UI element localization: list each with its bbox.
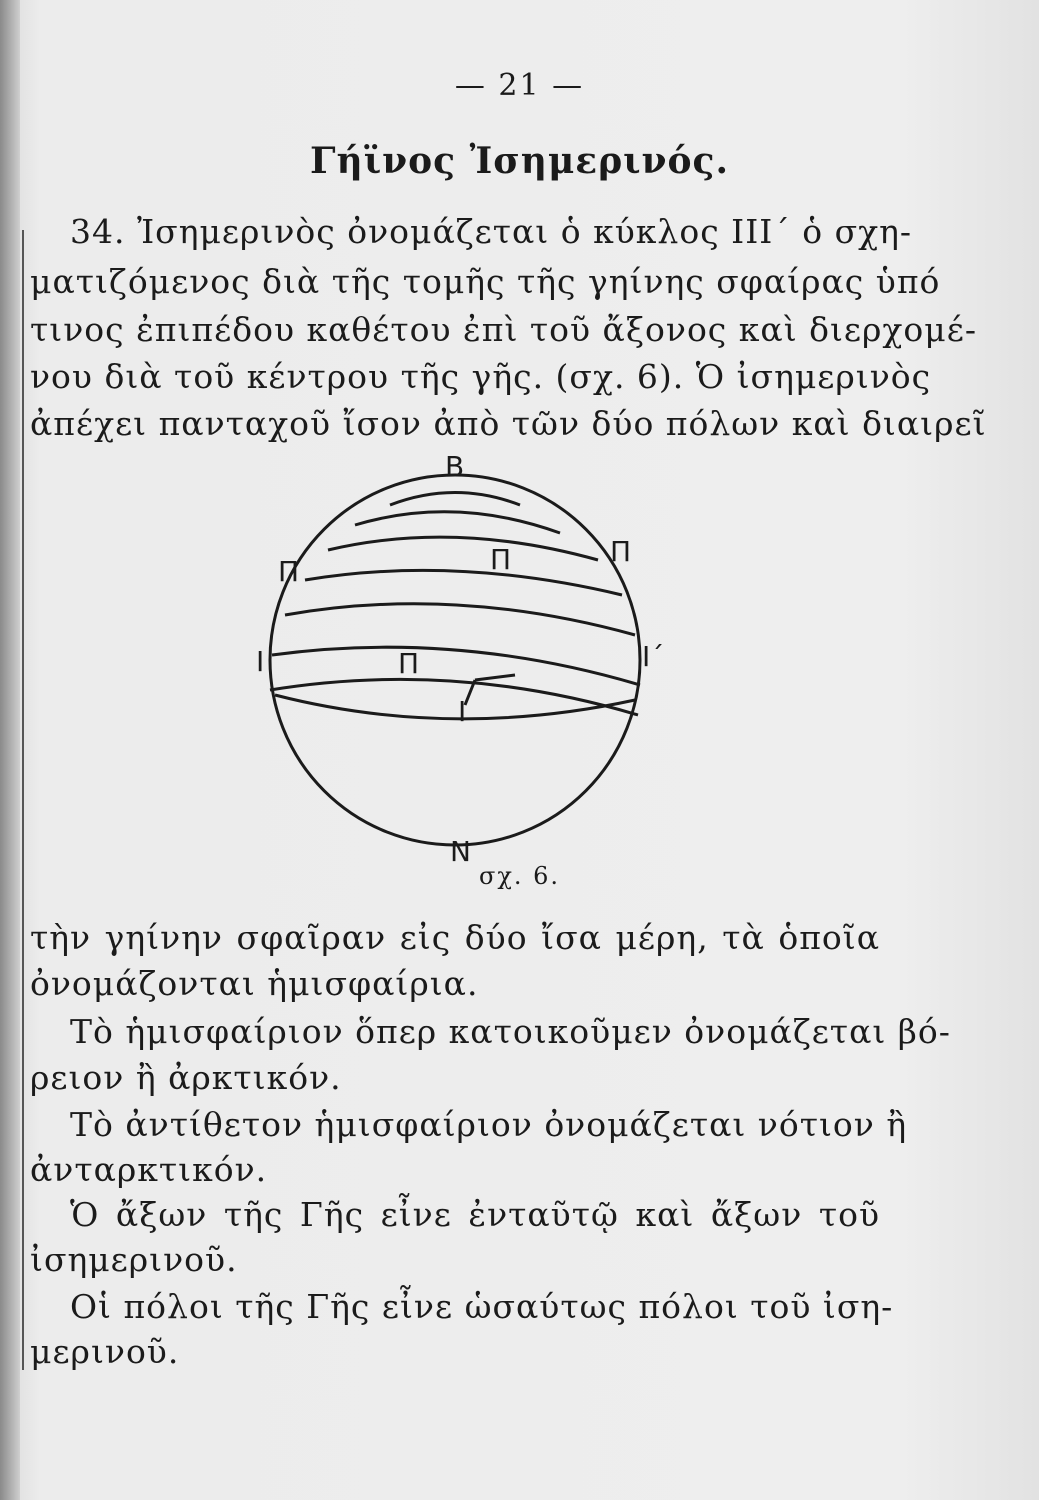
paragraph-line: Οἱ πόλοι τῆς Γῆς εἶνε ὡσαύτως πόλοι τοῦ ἰση- xyxy=(70,1287,894,1326)
parallel-line xyxy=(272,647,640,685)
globe-figure xyxy=(250,450,670,868)
label-right-pole: Π xyxy=(610,535,632,568)
parallel-line xyxy=(355,512,560,533)
section-heading: Γήϊνος Ἰσημερινός. xyxy=(310,140,729,182)
paragraph-line: ρειον ἢ ἀρκτικόν. xyxy=(30,1058,342,1097)
globe-diagram xyxy=(250,455,670,865)
parallel-line xyxy=(328,537,598,560)
figure-caption: σχ. 6. xyxy=(478,862,561,890)
label-left-equator: Ι xyxy=(256,645,265,678)
label-right-equator: Ι΄ xyxy=(642,640,665,673)
paragraph-number: 34. xyxy=(70,212,126,251)
paragraph-line xyxy=(70,212,913,251)
paragraph-line: ὀνομάζονται ἡμισφαίρια. xyxy=(30,964,479,1003)
paragraph-line: μερινοῦ. xyxy=(30,1332,180,1371)
globe-outline xyxy=(270,475,640,845)
paragraph-line: νου διὰ τοῦ κέντρου τῆς γῆς. (σχ. 6). Ὁ ἰσημερινὸς xyxy=(30,357,932,396)
paragraph-line-text: Ἰσημερινὸς ὀνομάζεται ὁ κύκλος ΙΙΙ΄ ὁ σχη- xyxy=(136,212,913,251)
parallel-line xyxy=(390,493,520,506)
label-south: N xyxy=(450,835,471,868)
paragraph-line: ἀνταρκτικόν. xyxy=(30,1150,268,1189)
paragraph-line: Ὁ ἄξων τῆς Γῆς εἶνε ἐνταῦτῷ καὶ ἄξων τοῦ xyxy=(70,1195,880,1234)
paragraph-line: τινος ἐπιπέδου καθέτου ἐπὶ τοῦ ἄξονος καὶ διερχομέ- xyxy=(30,310,977,349)
label-inner-pole-lower: Π xyxy=(398,647,420,680)
label-inner-pole-upper: Π xyxy=(490,543,512,576)
parallel-line xyxy=(285,604,635,635)
parallel-line xyxy=(305,570,622,595)
paragraph-line: ἀπέχει πανταχοῦ ἴσον ἀπὸ τῶν δύο πόλων καὶ διαιρεῖ xyxy=(30,404,987,443)
margin-rule xyxy=(22,230,24,1370)
paragraph-line: τὴν γηίνην σφαῖραν εἰς δύο ἴσα μέρη, τὰ ὁποῖα xyxy=(30,918,880,957)
center-mark xyxy=(475,675,515,680)
paragraph-line: ἰσημερινοῦ. xyxy=(30,1240,238,1279)
paragraph-line: Τὸ ἀντίθετον ἡμισφαίριον ὀνομάζεται νότιον ἢ xyxy=(70,1105,908,1144)
page-number: — 21 — xyxy=(454,68,585,103)
label-left-pole: Π xyxy=(278,555,300,588)
paragraph-line: ματιζόμενος διὰ τῆς τομῆς τῆς γηίνης σφαίρας ὑπό xyxy=(30,262,941,301)
label-center: Ι xyxy=(458,695,467,728)
paragraph-line: Τὸ ἡμισφαίριον ὅπερ κατοικοῦμεν ὀνομάζεται βό- xyxy=(70,1012,951,1051)
page-spine-shadow xyxy=(0,0,20,1500)
label-north: B xyxy=(445,450,465,483)
